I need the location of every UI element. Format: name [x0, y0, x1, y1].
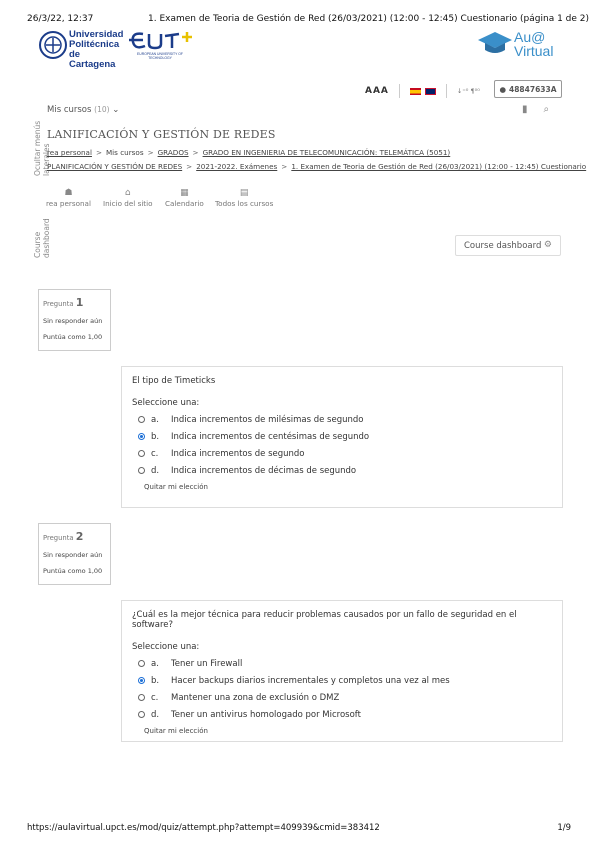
graduation-cap-icon [476, 28, 514, 58]
question-points: Puntúa como 1,00 [43, 333, 103, 341]
breadcrumb-line-2: PLANIFICACIÓN Y GESTIÓN DE REDES > 2021-2022. Exámenes > 1. Examen de Teoria de Gestión de Red (26/03/2021) (12:00 - 12:45) Cuestionario [47, 162, 587, 171]
header-tools [365, 84, 480, 98]
radio-button[interactable] [138, 416, 145, 423]
question-text: El tipo de Timeticks [132, 376, 216, 386]
dashboard-icon: ☗ [64, 188, 73, 198]
breadcrumb-exams[interactable]: 2021-2022. Exámenes [196, 162, 278, 171]
gear-icon: ⚙ [543, 240, 552, 250]
clear-choice-link[interactable]: Quitar mi elección [144, 727, 208, 735]
radio-button-selected[interactable] [138, 433, 145, 440]
breadcrumb-degree[interactable]: GRADO EN INGENIERIA DE TELECOMUNICACIÓN: TELEMÁTICA (5051) [202, 148, 451, 157]
sort-az-icon[interactable]: ↓⁼⁰ ¶⁰⁰ [456, 87, 480, 95]
radio-button[interactable] [138, 694, 145, 701]
radio-button[interactable] [138, 711, 145, 718]
header-right-icons [522, 104, 549, 115]
font-size-control[interactable]: AAA [365, 86, 389, 96]
course-dashboard-toggle[interactable]: Course dashboard [33, 218, 51, 258]
course-dashboard-button[interactable]: Course dashboard ⚙ [455, 235, 561, 256]
my-courses-dropdown[interactable]: Mis cursos (10) ⌄ [47, 105, 120, 115]
course-title: LANIFICACIÓN Y GESTIÓN DE REDES [47, 128, 276, 141]
question-text: ¿Cuál es la mejor técnica para reducir problemas causados por un fallo de seguridad en el software? [132, 610, 517, 630]
breadcrumb-course[interactable]: PLANIFICACIÓN Y GESTIÓN DE REDES [47, 162, 183, 171]
archive-icon: ▤ [239, 188, 249, 198]
aula-virtual-text: Au@ Virtual [514, 29, 554, 59]
calendar-icon: ▦ [180, 188, 189, 198]
nav-calendar[interactable]: ▦ Calendario [165, 188, 204, 208]
eut-logo[interactable] [127, 28, 197, 64]
print-datetime: 26/3/22, 12:37 [27, 14, 94, 24]
answer-option-d[interactable]: d. Indica incrementos de décimas de segundo [132, 462, 552, 479]
print-title: 1. Examen de Teoria de Gestión de Red (26/03/2021) (12:00 - 12:45) Cuestionario (página 1 de 2) [148, 14, 590, 24]
spanish-flag-icon[interactable] [410, 88, 421, 95]
radio-button-selected[interactable] [138, 677, 145, 684]
uk-flag-icon[interactable] [425, 88, 436, 95]
question-2-content [121, 600, 563, 742]
user-icon: ● [499, 84, 506, 94]
eut-subtitle: EUROPEAN UNIVERSITY OF TECHNOLOGY [137, 52, 183, 60]
nav-all-courses[interactable]: ▤ Todos los cursos [215, 188, 274, 208]
divider [399, 84, 400, 98]
radio-button[interactable] [138, 660, 145, 667]
radio-button[interactable] [138, 450, 145, 457]
divider [446, 84, 447, 98]
bookmark-icon[interactable]: ▮ [522, 104, 528, 115]
breadcrumb-quiz[interactable]: 1. Examen de Teoria de Gestión de Red (26/03/2021) (12:00 - 12:45) Cuestionario [291, 162, 587, 171]
breadcrumb-my-courses[interactable]: Mis cursos [105, 148, 144, 157]
radio-button[interactable] [138, 467, 145, 474]
question-1-content [121, 366, 563, 508]
select-prompt: Seleccione una: [132, 642, 200, 652]
answer-option-b[interactable]: b. Hacer backups diarios incrementales y completos una vez al mes [132, 672, 552, 689]
upct-logo-text: Universidad Politécnica de Cartagena [69, 29, 124, 70]
search-icon[interactable]: ⌕ [543, 104, 550, 115]
print-url: https://aulavirtual.upct.es/mod/quiz/attempt.php?attempt=409939&cmid=383412 [27, 823, 380, 833]
print-page-count: 1/9 [557, 823, 571, 833]
answer-option-c[interactable]: c. Mantener una zona de exclusión o DMZ [132, 689, 552, 706]
question-status: Sin responder aún [43, 317, 103, 325]
question-2-info: Pregunta 2 Sin responder aún Puntúa como 1,00 [38, 523, 111, 585]
question-status: Sin responder aún [43, 551, 103, 559]
chevron-down-icon: ⌄ [112, 105, 120, 115]
clear-choice-link[interactable]: Quitar mi elección [144, 483, 208, 491]
upct-logo[interactable] [38, 29, 126, 70]
answer-option-a[interactable]: a. Tener un Firewall [132, 655, 552, 672]
breadcrumb-dashboard[interactable]: rea personal [47, 148, 92, 157]
answer-option-c[interactable]: c. Indica incrementos de segundo [132, 445, 552, 462]
answer-option-a[interactable]: a. Indica incrementos de milésimas de segundo [132, 411, 552, 428]
home-icon: ⌂ [124, 188, 131, 198]
upct-emblem-icon [38, 30, 68, 60]
question-1-info: Pregunta 1 Sin responder aún Puntúa como 1,00 [38, 289, 111, 351]
question-points: Puntúa como 1,00 [43, 567, 103, 575]
user-menu-button[interactable]: ● 48847633A [494, 80, 562, 98]
answer-option-d[interactable]: d. Tener un antivirus homologado por Microsoft [132, 706, 552, 723]
eut-wordmark-icon [127, 28, 197, 52]
nav-dashboard[interactable]: ☗ rea personal [46, 188, 91, 208]
breadcrumb-grados[interactable]: GRADOS [157, 148, 189, 157]
hide-side-menus-toggle[interactable]: Ocultar menús laterales [33, 120, 51, 176]
breadcrumb: rea personal > Mis cursos > GRADOS > GRADO EN INGENIERIA DE TELECOMUNICACIÓN: TELEMÁTICA (5051) [47, 148, 451, 157]
nav-site-home[interactable]: ⌂ Inicio del sitio [103, 188, 153, 208]
answer-option-b[interactable]: b. Indica incrementos de centésimas de segundo [132, 428, 552, 445]
aula-virtual-logo[interactable] [476, 28, 566, 64]
select-prompt: Seleccione una: [132, 398, 200, 408]
